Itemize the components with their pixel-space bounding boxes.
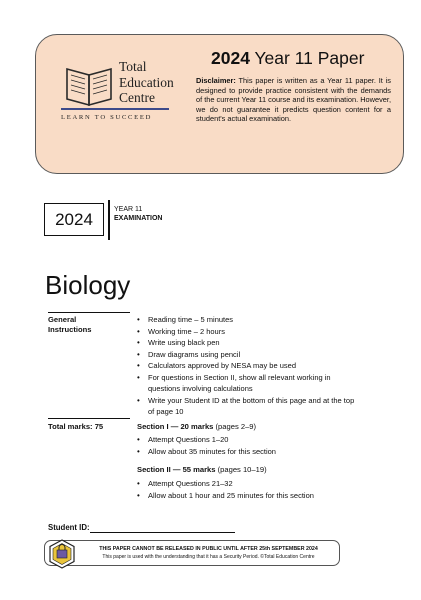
instruction-item: • Calculators approved by NESA may be used: [137, 360, 357, 372]
instruction-item: • Write using black pen: [137, 337, 357, 349]
year-divider: [108, 200, 110, 240]
logo-line-3: Centre: [119, 90, 155, 105]
paper-year: 2024: [211, 48, 250, 68]
section-2-pages: (pages 10–19): [215, 465, 267, 474]
section-1-title: Section I — 20 marks: [137, 422, 214, 431]
header-banner: [35, 34, 404, 174]
total-education-centre-logo: [56, 59, 186, 149]
student-id-field[interactable]: [90, 532, 235, 533]
section-2-list: [137, 478, 357, 501]
section-1-heading: [137, 422, 256, 431]
security-period-notice: This paper is used with the understanding that it has a Security Period. ©Total Education Centre: [102, 554, 315, 560]
instruction-item: • Write your Student ID at the bottom of this page and at the top of page 10: [137, 395, 357, 418]
general-instructions-label: [48, 315, 91, 335]
logo-tagline: LEARN TO SUCCEED: [61, 114, 153, 121]
open-book-icon: [59, 61, 119, 109]
section-2-heading: [137, 465, 267, 474]
section-2-item: • Allow about 1 hour and 25 minutes for this section: [137, 490, 357, 502]
general-instructions-list: [137, 314, 357, 418]
section-1-item: • Allow about 35 minutes for this section: [137, 446, 357, 458]
release-notice: THIS PAPER CANNOT BE RELEASED IN PUBLIC UNTIL AFTER 25th SEPTEMBER 2024: [99, 546, 318, 552]
exam-level: YEAR 11: [114, 206, 143, 213]
general-instructions-label-line1: General: [48, 315, 77, 324]
instruction-item: • Reading time – 5 minutes: [137, 314, 357, 326]
subject-title: Biology: [45, 270, 131, 300]
exam-label: [114, 206, 162, 223]
disclaimer-label: Disclaimer:: [196, 76, 236, 85]
instructions-rule: [48, 312, 130, 313]
logo-line-1: Total: [119, 59, 147, 74]
security-footer: [44, 540, 340, 566]
section-2-item: • Attempt Questions 21–32: [137, 478, 357, 490]
instruction-item: • Working time – 2 hours: [137, 326, 357, 338]
marks-rule: [48, 418, 130, 419]
instruction-item: • Draw diagrams using pencil: [137, 349, 357, 361]
general-instructions-label-line2: Instructions: [48, 325, 92, 334]
section-2-title: Section II — 55 marks: [137, 465, 216, 474]
paper-name: Year 11 Paper: [254, 48, 365, 68]
logo-wordmark: [119, 59, 174, 106]
instruction-item: • For questions in Section II, show all relevant working in questions involving calculations: [137, 372, 357, 395]
disclaimer: [196, 76, 391, 124]
security-seal-icon: [48, 539, 76, 569]
section-1-item: • Attempt Questions 1–20: [137, 434, 357, 446]
disclaimer-text: This paper is written as a Year 11 paper. It is designed to provide practice consistent with the demands of the current Year 11 course and its examination. However, we do not guarantee it predicts question content for a student's actual examination.: [196, 76, 392, 124]
exam-year-box: 2024: [44, 203, 104, 236]
section-1-pages: (pages 2–9): [213, 422, 257, 431]
exam-type: EXAMINATION: [114, 214, 163, 222]
total-marks-label: Total marks: 75: [48, 422, 104, 431]
logo-underline: [61, 108, 169, 110]
section-1-list: [137, 434, 357, 457]
student-id-label: Student ID:: [48, 523, 90, 532]
paper-title: [211, 48, 364, 69]
logo-line-2: Education: [119, 74, 174, 90]
